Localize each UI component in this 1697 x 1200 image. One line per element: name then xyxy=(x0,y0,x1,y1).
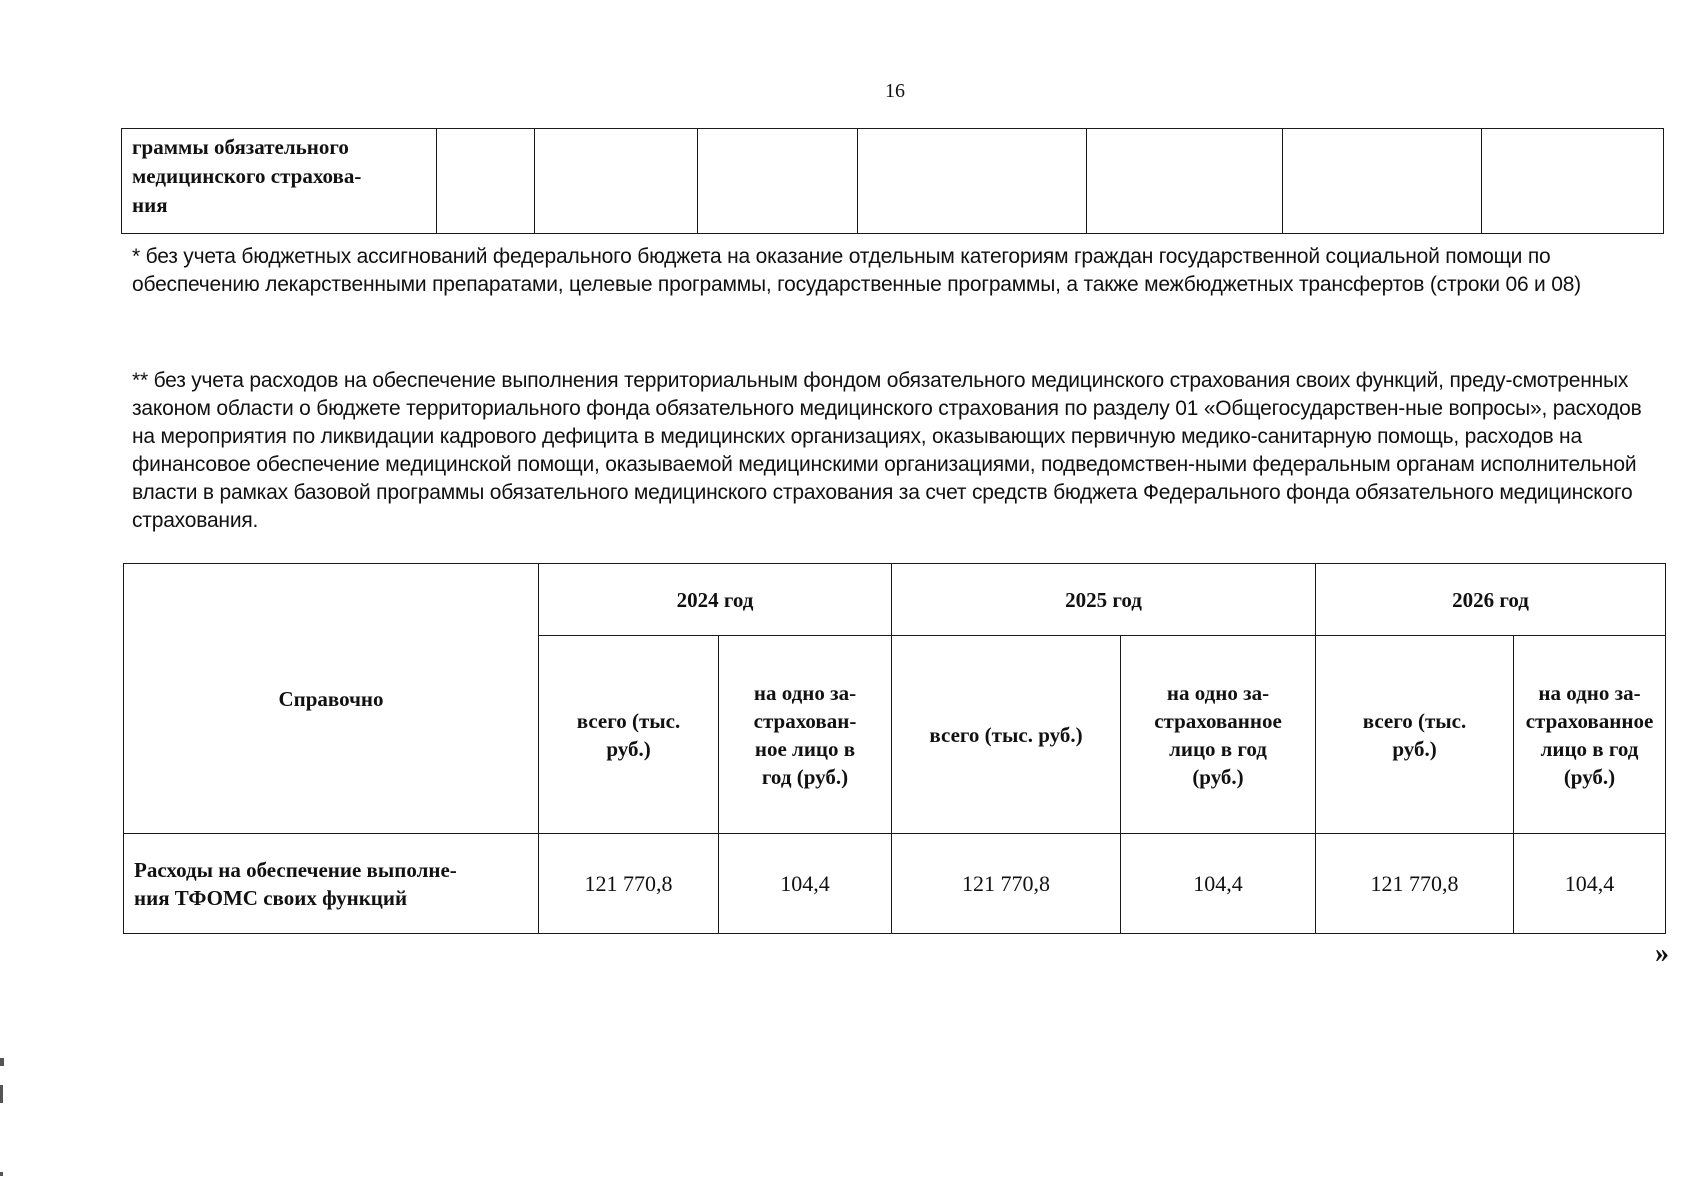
table-row xyxy=(124,834,1666,934)
empty-cell xyxy=(437,129,535,234)
table-row xyxy=(122,129,1664,234)
scan-margin-mark xyxy=(0,1085,3,1103)
subheader-total-2025: всего (тыс. руб.) xyxy=(892,636,1121,834)
year-header-2024: 2024 год xyxy=(539,564,892,636)
value-per-person-2025: 104,4 xyxy=(1121,834,1316,934)
page-number: 16 xyxy=(885,80,905,102)
table-header-row xyxy=(124,564,1666,636)
year-header-2026: 2026 год xyxy=(1316,564,1666,636)
subheader-per-person-2024: на одно за- страхован- ное лицо в год (руб.) xyxy=(719,636,892,834)
header-label: Справочно xyxy=(124,564,539,834)
value-per-person-2026: 104,4 xyxy=(1514,834,1666,934)
reference-table xyxy=(123,563,1666,934)
continuation-table xyxy=(121,128,1664,234)
year-header-2025: 2025 год xyxy=(892,564,1316,636)
subheader-total-2026: всего (тыс. руб.) xyxy=(1316,636,1514,834)
empty-cell xyxy=(858,129,1087,234)
empty-cell xyxy=(535,129,698,234)
row-label: Расходы на обеспечение выполне- ния ТФОМС своих функций xyxy=(124,834,539,934)
empty-cell xyxy=(1482,129,1664,234)
footnote-2: ** без учета расходов на обеспечение выполнения территориальным фондом обязательного медицинского страхования своих функций, преду-смотренных законом области о бюджете территориального фонда обязательного медицинского страхования по разделу 01 «Общегосударствен-ные вопросы», расходов на мероприятия по ликвидации кадрового дефицита в медицинских организациях, оказывающих первичную медико-санитарную помощь, расходов на финансовое обеспечение медицинской помощи, оказываемой медицинскими организациями, подведомствен-ными федеральным органам исполнительной власти в рамках базовой программы обязательного медицинского страхования за счет средств бюджета Федерального фонда обязательного медицинского страхования. xyxy=(132,369,1642,532)
subheader-total-2024: всего (тыс. руб.) xyxy=(539,636,719,834)
subheader-per-person-2026: на одно за- страхованное лицо в год (руб.) xyxy=(1514,636,1666,834)
empty-cell xyxy=(1283,129,1482,234)
scan-margin-mark xyxy=(0,1172,3,1176)
closing-quote: » xyxy=(1655,938,1669,969)
value-total-2025: 121 770,8 xyxy=(892,834,1121,934)
subheader-per-person-2025: на одно за- страхованное лицо в год (руб.) xyxy=(1121,636,1316,834)
empty-cell xyxy=(1087,129,1283,234)
value-per-person-2024: 104,4 xyxy=(719,834,892,934)
footnote-1: * без учета бюджетных ассигнований федерального бюджета на оказание отдельным категориям граждан государственной социальной помощи по обеспечению лекарственными препаратами, целевые программы, государственные программы, а также межбюджетных трансфертов (строки 06 и 08) xyxy=(132,245,1581,296)
scan-margin-mark xyxy=(0,1058,4,1066)
value-total-2024: 121 770,8 xyxy=(539,834,719,934)
value-total-2026: 121 770,8 xyxy=(1316,834,1514,934)
empty-cell xyxy=(698,129,858,234)
continuation-cell-label: граммы обязательного медицинского страхова- ния xyxy=(122,129,437,234)
